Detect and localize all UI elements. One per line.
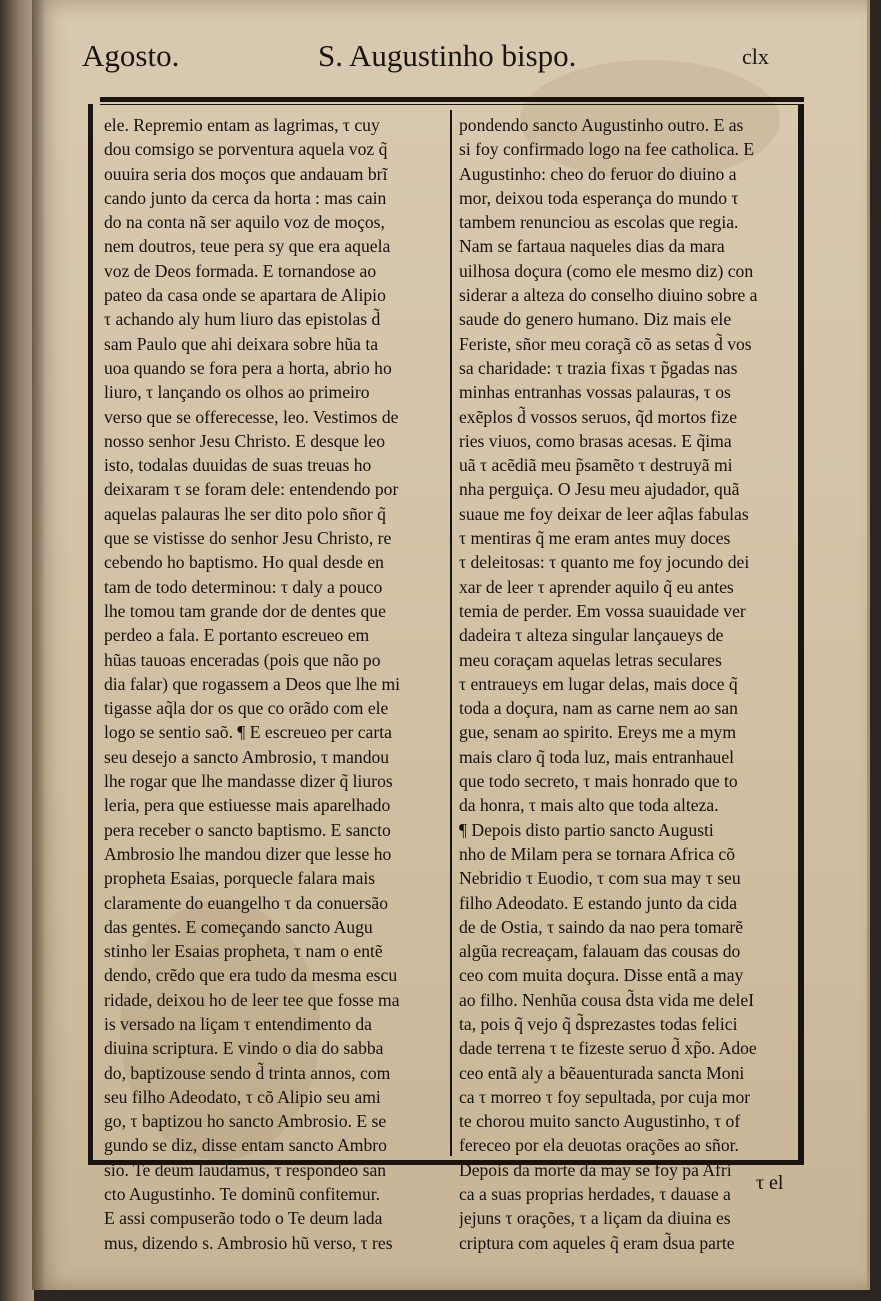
text-line: sa charidade: τ trazia fixas τ p̃gadas nas (459, 357, 738, 378)
text-line: exẽplos d̃ vossos seruos, q̃d mortos fize (459, 406, 738, 427)
text-line: ¶ Depois disto partio sancto Augusti (459, 819, 714, 840)
text-line: deixaram τ se foram dele: entendendo por (104, 479, 399, 500)
text-line: aquelas palauras lhe ser dito polo sñor q̃ (104, 503, 386, 524)
text-line: filho Adeodato. E estando junto da cida (459, 892, 738, 913)
text-line: dou comsigo se porventura aquela voz q̃ (104, 139, 388, 160)
text-line: lhe rogar que lhe mandasse dizer q̃ liuros (104, 771, 393, 792)
text-line: Feriste, sñor meu coraçã cõ as setas d̃ vos (459, 333, 752, 354)
text-line: de de Ostia, τ saindo da nao pera tomarẽ (459, 916, 744, 937)
gutter-shadow (32, 0, 46, 1290)
text-line: nho de Milam pera se tornara Africa cõ (459, 843, 736, 864)
text-line: τ mentiras q̃ me eram antes muy doces (459, 528, 731, 549)
text-line: dadeira τ alteza singular lançaueys de (459, 625, 724, 646)
text-line: mus, dizendo s. Ambrosio hũ verso, τ res (104, 1232, 393, 1253)
text-line: saude do genero humano. Diz mais ele (459, 309, 732, 330)
text-line: tambem renunciou as escolas que regia. (459, 212, 739, 233)
text-line: leria, pera que estiuesse mais aparelhado (104, 795, 391, 816)
text-line: is versado na liçam τ entendimento da (104, 1013, 372, 1034)
text-line: siderar a alteza do conselho diuino sobre a (459, 285, 758, 306)
text-line: gue, senam ao spirito. Ereys me a mym (459, 722, 737, 743)
text-line: dia falar) que rogassem a Deos que lhe mi (104, 673, 401, 694)
text-line: uã τ acẽdiã meu p̃samẽto τ destruyã mi (459, 455, 733, 476)
text-line: nha perguiça. O Jesu meu ajudador, quã (459, 479, 740, 500)
text-line: Nebridio τ Euodio, τ com sua may τ seu (459, 868, 741, 889)
text-line: seu desejo a sancto Ambrosio, τ mandou (104, 746, 390, 767)
text-line: ca τ morreo τ foy sepultada, por cuja mor (459, 1086, 751, 1107)
folio-number: clx (742, 44, 769, 69)
text-line: que todo secreto, τ mais honrado que to (459, 771, 738, 792)
text-line: isto, todalas duuidas de suas treuas ho (104, 455, 372, 476)
text-line: mais claro q̃ toda luz, mais entranhauel (459, 746, 735, 767)
running-head-title: S. Augustinho bispo. (318, 38, 577, 73)
text-line: do, baptizouse sendo d̃ trinta annos, com (104, 1062, 391, 1083)
text-line: logo se sentio saõ. ¶ E escreueo per carta (104, 722, 392, 743)
text-line: das gentes. E começando sancto Augu (104, 916, 373, 937)
text-line: ceo com muita doçura. Disse entã a may (459, 965, 744, 986)
text-line: fereceo por ela deuotas orações ao sñor. (459, 1135, 739, 1156)
text-line: cto Augustinho. Te dominũ confitemur. (104, 1184, 381, 1205)
text-line: criptura com aqueles q̃ eram d̃sua parte (459, 1232, 735, 1253)
text-line: xar de leer τ aprender aquilo q̃ eu antes (459, 576, 734, 597)
text-line: cebendo ho baptismo. Ho qual desde en (104, 552, 384, 573)
text-line: temia de perder. Em vossa suauidade ver (459, 600, 746, 621)
text-line: mor, deixou toda esperança do mundo τ (459, 187, 739, 208)
text-line: liuro, τ lançando os olhos ao primeiro (104, 382, 370, 403)
text-line: tam de todo determinou: τ daly a pouco (104, 576, 383, 597)
text-line: ries viuos, como brasas acesas. E q̃ima (459, 430, 732, 451)
text-line: τ achando aly hum liuro das epistolas d̃ (104, 309, 381, 330)
text-line: tigasse aq̃la dor os que co orãdo com ele (104, 698, 389, 719)
text-line: ele. Repremio entam as lagrimas, τ cuy (104, 115, 380, 135)
text-line: ouuira seria dos moços que andauam brĩ (104, 163, 388, 184)
text-line: cando junto da cerca da horta : mas cain (104, 187, 387, 208)
text-line: seu filho Adeodato, τ cõ Alipio seu ami (104, 1086, 381, 1107)
facing-page-edge (0, 0, 34, 1301)
text-line: hũas tauoas enceradas (pois que não po (104, 649, 381, 670)
text-line: voz de Deos formada. E tornandose ao (104, 260, 377, 281)
text-line: do na conta nã ser aquilo voz de moços, (104, 212, 385, 233)
right-border (798, 104, 804, 1162)
text-line: suaue me foy deixar de leer aq̃las fabulas (459, 503, 749, 524)
text-line: meu coraçam aquelas letras seculares (459, 649, 722, 670)
text-line: diuina scriptura. E vindo o dia do sabba (104, 1038, 384, 1059)
text-line: pateo da casa onde se apartara de Alipio (104, 285, 386, 306)
text-line: Depois da morte da may se foy pa Afri (459, 1159, 732, 1180)
text-line: pera receber o sancto baptismo. E sancto (104, 819, 391, 840)
text-line: τ entraueys em lugar delas, mais doce q̃ (459, 673, 738, 694)
text-line: da honra, τ mais alto que toda alteza. (459, 795, 719, 816)
text-line: go, τ baptizou ho sancto Ambrosio. E se (104, 1111, 387, 1132)
text-line: sio. Te deum laudamus, τ respondeo san (104, 1159, 387, 1180)
text-line: ca a suas proprias herdades, τ dauase a (459, 1184, 731, 1205)
text-line: ceo entã aly a bẽauenturada sancta Moni (459, 1062, 745, 1083)
text-line: si foy confirmado logo na fee catholica. E (459, 139, 755, 160)
text-line: minhas entranhas vossas palauras, τ os (459, 382, 731, 403)
top-rule-thin (100, 104, 804, 105)
left-text-column (104, 113, 442, 1255)
text-line: uilhosa doçura (como ele mesmo diz) con (459, 260, 754, 281)
left-border (88, 104, 93, 1162)
text-line: ta, pois q̃ vejo q̃ d̃sprezastes todas felici (459, 1013, 738, 1034)
text-line: que se vistisse do senhor Jesu Christo, re (104, 528, 392, 549)
text-line: nosso senhor Jesu Christo. E desque leo (104, 430, 385, 451)
text-line: dade terrena τ te fizeste seruo d̃ xp̃o. Adoe (459, 1038, 757, 1059)
text-line: Augustinho: cheo do feruor do diuino a (459, 163, 737, 184)
text-line: gundo se diz, disse entam sancto Ambro (104, 1135, 387, 1156)
text-line: lhe tomou tam grande dor de dentes que (104, 600, 386, 621)
catchword: τ el (756, 1172, 784, 1194)
text-line: sam Paulo que ahi deixara sobre hũa ta (104, 333, 379, 354)
text-line: propheta Esaias, porquecle falara mais (104, 868, 376, 889)
text-line: pondendo sancto Augustinho outro. E as (459, 115, 744, 135)
text-line: ridade, deixou ho de leer tee que fosse ma (104, 989, 400, 1010)
text-line: E assi compuserão todo o Te deum lada (104, 1208, 383, 1229)
top-rule (100, 97, 804, 102)
text-line: τ deleitosas: τ quanto me foy jocundo dei (459, 552, 750, 573)
text-line: jejuns τ orações, τ a liçam da diuina es (459, 1208, 731, 1229)
text-line: Nam se fartaua naqueles dias da mara (459, 236, 725, 257)
text-line: uoa quando se fora pera a horta, abrio ho (104, 357, 392, 378)
column-divider (450, 110, 452, 1156)
text-line: claramente do euangelho τ da conuersão (104, 892, 389, 913)
text-line: Ambrosio lhe mandou dizer que lesse ho (104, 843, 392, 864)
right-text-column (459, 113, 793, 1255)
text-line: dendo, crẽdo que era tudo da mesma escu (104, 965, 398, 986)
text-line: te chorou muito sancto Augustinho, τ of (459, 1111, 741, 1132)
text-line: toda a doçura, nam as carne nem ao san (459, 698, 738, 719)
text-line: ao filho. Nenhũa cousa d̃sta vida me deleI (459, 989, 755, 1010)
text-line: perdeo a fala. E portanto escreueo em (104, 625, 370, 646)
text-line: nem doutros, teue pera sy que era aquela (104, 236, 391, 257)
text-line: algũa recreaçam, falauam das cousas do (459, 941, 741, 962)
text-line: verso que se offerecesse, leo. Vestimos de (104, 406, 399, 427)
text-line: stinho ler Esaias propheta, τ nam o entẽ (104, 941, 383, 962)
running-head-month: Agosto. (82, 38, 180, 73)
